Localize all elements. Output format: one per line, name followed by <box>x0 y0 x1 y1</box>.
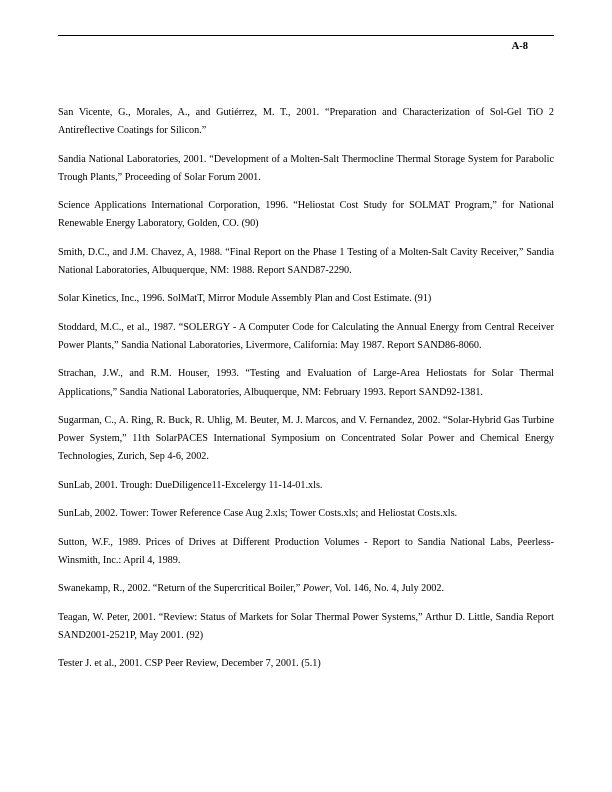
reference-text: , Vol. 146, No. 4, July 2002. <box>329 583 445 595</box>
header-rule <box>58 35 554 36</box>
reference-entry: Stoddard, M.C., et al., 1987. “SOLERGY - A Computer Code for Calculating the Annual Energy from Central Receiver Power Plants,” Sandia National Laboratories, Livermore, California: May 1987. Report SAND86-8060. <box>58 321 554 351</box>
reference-text: Swanekamp, R., 2002. “Return of the Supercritical Boiler,” <box>58 583 303 595</box>
reference-entry: Tester J. et al., 2001. CSP Peer Review, December 7, 2001. (5.1) <box>58 658 321 670</box>
reference-entry: Science Applications International Corporation, 1996. “Heliostat Cost Study for SOLMAT Program,” for National Renewable Energy Laboratory, Golden, CO. (90) <box>58 200 554 230</box>
reference-entry: San Vicente, G., Morales, A., and Gutiérrez, M. T., 2001. “Preparation and Characterization of Sol-Gel TiO 2 Antireflective Coatings for Silicon.” <box>58 107 554 137</box>
reference-entry <box>58 580 554 598</box>
reference-entry: SunLab, 2002. Tower: Tower Reference Case Aug 2.xls; Tower Costs.xls; and Heliostat Costs.xls. <box>58 508 458 520</box>
reference-entry: SunLab, 2001. Trough: DueDiligence11-Excelergy 11-14-01.xls. <box>58 479 323 491</box>
reference-entry: Smith, D.C., and J.M. Chavez, A, 1988. “Final Report on the Phase 1 Testing of a Molten-Salt Cavity Receiver,” Sandia National Laboratories, Albuquerque, NM: 1988. Report SAND87-2290. <box>58 246 554 276</box>
reference-entry: Strachan, J.W., and R.M. Houser, 1993. “Testing and Evaluation of Large-Area Heliostats for Solar Thermal Applications,” Sandia National Laboratories, Albuquerque, NM: February 1993. Report SAND92-1381. <box>58 368 554 398</box>
reference-entry: Sutton, W.F., 1989. Prices of Drives at Different Production Volumes - Report to Sandia National Labs, Peerless-Winsmith, Inc.: April 4, 1989. <box>58 536 554 566</box>
reference-entry: Sandia National Laboratories, 2001. “Development of a Molten-Salt Thermocline Thermal Storage System for Parabolic Trough Plants,” Proceeding of Solar Forum 2001. <box>58 153 554 183</box>
page-number: A-8 <box>511 41 528 52</box>
reference-entry: Sugarman, C., A. Ring, R. Buck, R. Uhlig, M. Beuter, M. J. Marcos, and V. Fernandez, 2002. “Solar-Hybrid Gas Turbine Power System,” 11th SolarPACES International Symposium on Concentrated Solar Power and Chemical Energy Technologies, Zurich, Sep 4-6, 2002. <box>58 414 554 463</box>
reference-entry: Solar Kinetics, Inc., 1996. SolMatT, Mirror Module Assembly Plan and Cost Estimate. (91) <box>58 293 432 305</box>
reference-list <box>58 104 554 684</box>
reference-entry: Teagan, W. Peter, 2001. “Review: Status of Markets for Solar Thermal Power Systems,” Arthur D. Little, Sandia Report SAND2001-2521P, May 2001. (92) <box>58 611 554 641</box>
journal-title: Power <box>302 583 330 595</box>
